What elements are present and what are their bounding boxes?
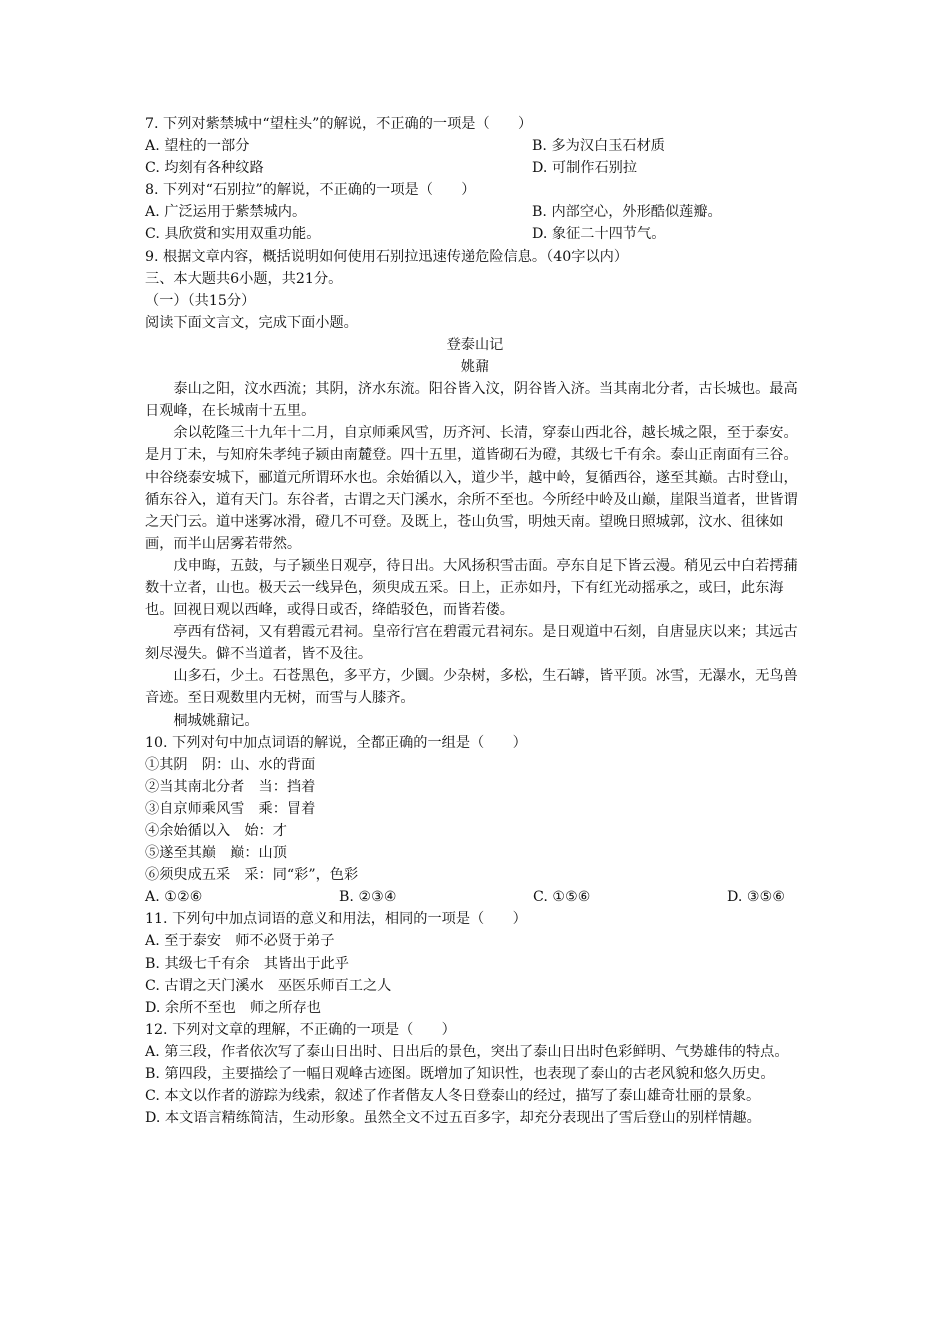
- exam-page: [145, 113, 805, 1129]
- question-7-option-b: B. 多为汉白玉石材质: [532, 138, 665, 155]
- question-10-item-1: ①其阴 阴：山、水的背面: [145, 756, 316, 773]
- question-11-option-a: A. 至于泰安 师不必贤于弟子: [145, 933, 335, 950]
- question-10-option-c: C. ①⑤⑥: [533, 889, 591, 906]
- essay-title: 登泰山记: [446, 336, 504, 353]
- question-11-option-d: D. 余所不至也 师之所存也: [145, 999, 321, 1016]
- question-7-option-a: A. 望柱的一部分: [145, 138, 250, 155]
- question-12-option-b: B. 第四段，主要描绘了一幅日观峰古迹图。既增加了知识性，也表现了泰山的古老风貌和悠久历史。: [145, 1066, 775, 1083]
- question-11-stem: 11. 下列句中加点词语的意义和用法，相同的一项是（ ）: [145, 911, 527, 928]
- essay-paragraph-2: 余以乾隆三十九年十二月，自京师乘风雪，历齐河、长清，穿泰山西北谷，越长城之限，至于泰安。是月丁未，与知府朱孝纯子颍由南麓登。四十五里，道皆砌石为磴，其级七千有余。泰山正南面有三谷。中谷绕泰安城下，郦道元所谓环水也。余始循以入，道少半，越中岭，复循西谷，遂至其巅。古时登山，循东谷入，道有天门。东谷者，古谓之天门溪水，余所不至也。今所经中岭及山巅，崖限当道者，世皆谓之天门云。道中迷雾冰滑，磴几不可登。及既上，苍山负雪，明烛天南。望晚日照城郭，汶水、徂徕如画，而半山居雾若带然。: [145, 425, 798, 552]
- question-8-stem: 8. 下列对“石别拉”的解说，不正确的一项是（ ）: [145, 182, 476, 199]
- question-11-option-b: B. 其级七千有余 其皆出于此乎: [145, 955, 349, 972]
- question-10-item-3: ③自京师乘风雪 乘：冒着: [145, 800, 316, 817]
- question-10-stem: 10. 下列对句中加点词语的解说，全都正确的一组是（ ）: [145, 734, 527, 751]
- question-10-item-4: ④余始循以入 始：才: [145, 823, 287, 839]
- question-10-options: [145, 886, 805, 908]
- essay-paragraph-5: 山多石，少土。石苍黑色，多平方，少圜。少杂树，多松，生石罅，皆平顶。冰雪，无瀑水，无鸟兽音迹。至日观数里内无树，而雪与人膝齐。: [145, 668, 798, 707]
- question-11-option-c: C. 古谓之天门溪水 巫医乐师百工之人: [145, 977, 392, 994]
- essay-paragraph-1: 泰山之阳，汶水西流；其阴，济水东流。阳谷皆入汶，阴谷皆入济。当其南北分者，古长城也。最高日观峰，在长城南十五里。: [145, 381, 798, 420]
- section-3-heading: 三、本大题共6小题，共21分。: [145, 270, 343, 287]
- question-12-option-a: A. 第三段，作者依次写了泰山日出时、日出后的景色，突出了泰山日出时色彩鲜明、气势雄伟的特点。: [145, 1043, 789, 1060]
- question-12-option-c: C. 本文以作者的游踪为线索，叙述了作者偕友人冬日登泰山的经过，描写了泰山雄奇壮丽的景象。: [145, 1088, 761, 1105]
- question-10-item-5: ⑤遂至其巅 巅：山顶: [145, 845, 287, 862]
- question-8-option-b: B. 内部空心，外形酷似莲瓣。: [532, 204, 722, 221]
- essay-paragraph-4: 亭西有岱祠，又有碧霞元君祠。皇帝行宫在碧霞元君祠东。是日观道中石刻，自唐显庆以来；其远古刻尽漫失。僻不当道者，皆不及往。: [145, 624, 798, 663]
- question-7-option-d: D. 可制作石别拉: [532, 160, 638, 177]
- question-10-option-a: A. ①②⑥: [145, 889, 203, 906]
- question-10-option-b: B. ②③④: [339, 889, 397, 906]
- question-12-option-d: D. 本文语言精练简洁，生动形象。虽然全文不过五百多字，却充分表现出了雪后登山的别样情趣。: [145, 1110, 761, 1127]
- essay-signature: 桐城姚鼐记。: [173, 712, 259, 729]
- question-10-item-6: ⑥须臾成五采 采：同“彩”，色彩: [145, 867, 359, 884]
- essay-author: 姚鼐: [460, 359, 490, 376]
- question-7-stem: 7. 下列对紫禁城中“望柱头”的解说，不正确的一项是（ ）: [145, 116, 533, 132]
- question-10-item-2: ②当其南北分者 当：挡着: [145, 778, 316, 795]
- question-8-option-d: D. 象征二十四节气。: [532, 226, 666, 243]
- question-12-stem: 12. 下列对文章的理解，不正确的一项是（ ）: [145, 1021, 456, 1038]
- section-3-part-1: （一）（共15分）: [145, 292, 256, 309]
- question-7-options-row-2: [145, 157, 805, 179]
- question-7-option-c: C. 均刻有各种纹路: [145, 160, 264, 177]
- question-8-option-c: C. 具欣赏和实用双重功能。: [145, 226, 321, 243]
- question-9-stem: 9. 根据文章内容，概括说明如何使用石别拉迅速传递危险信息。（40字以内）: [145, 248, 629, 265]
- reading-instruction: 阅读下面文言文，完成下面小题。: [145, 314, 358, 331]
- question-7-options-row-1: [145, 135, 805, 157]
- essay-paragraph-3: 戊申晦，五鼓，与子颍坐日观亭，待日出。大风扬积雪击面。亭东自足下皆云漫。稍见云中白若摴蒱数十立者，山也。极天云一线异色，须臾成五采。日上，正赤如丹，下有红光动摇承之，或曰，此东海也。回视日观以西峰，或得日或否，绛皓驳色，而皆若偻。: [145, 557, 798, 619]
- question-8-options-row-1: [145, 201, 805, 223]
- question-10-option-d: D. ③⑤⑥: [727, 889, 786, 906]
- question-8-options-row-2: [145, 223, 805, 245]
- question-8-option-a: A. 广泛运用于紫禁城内。: [145, 204, 307, 221]
